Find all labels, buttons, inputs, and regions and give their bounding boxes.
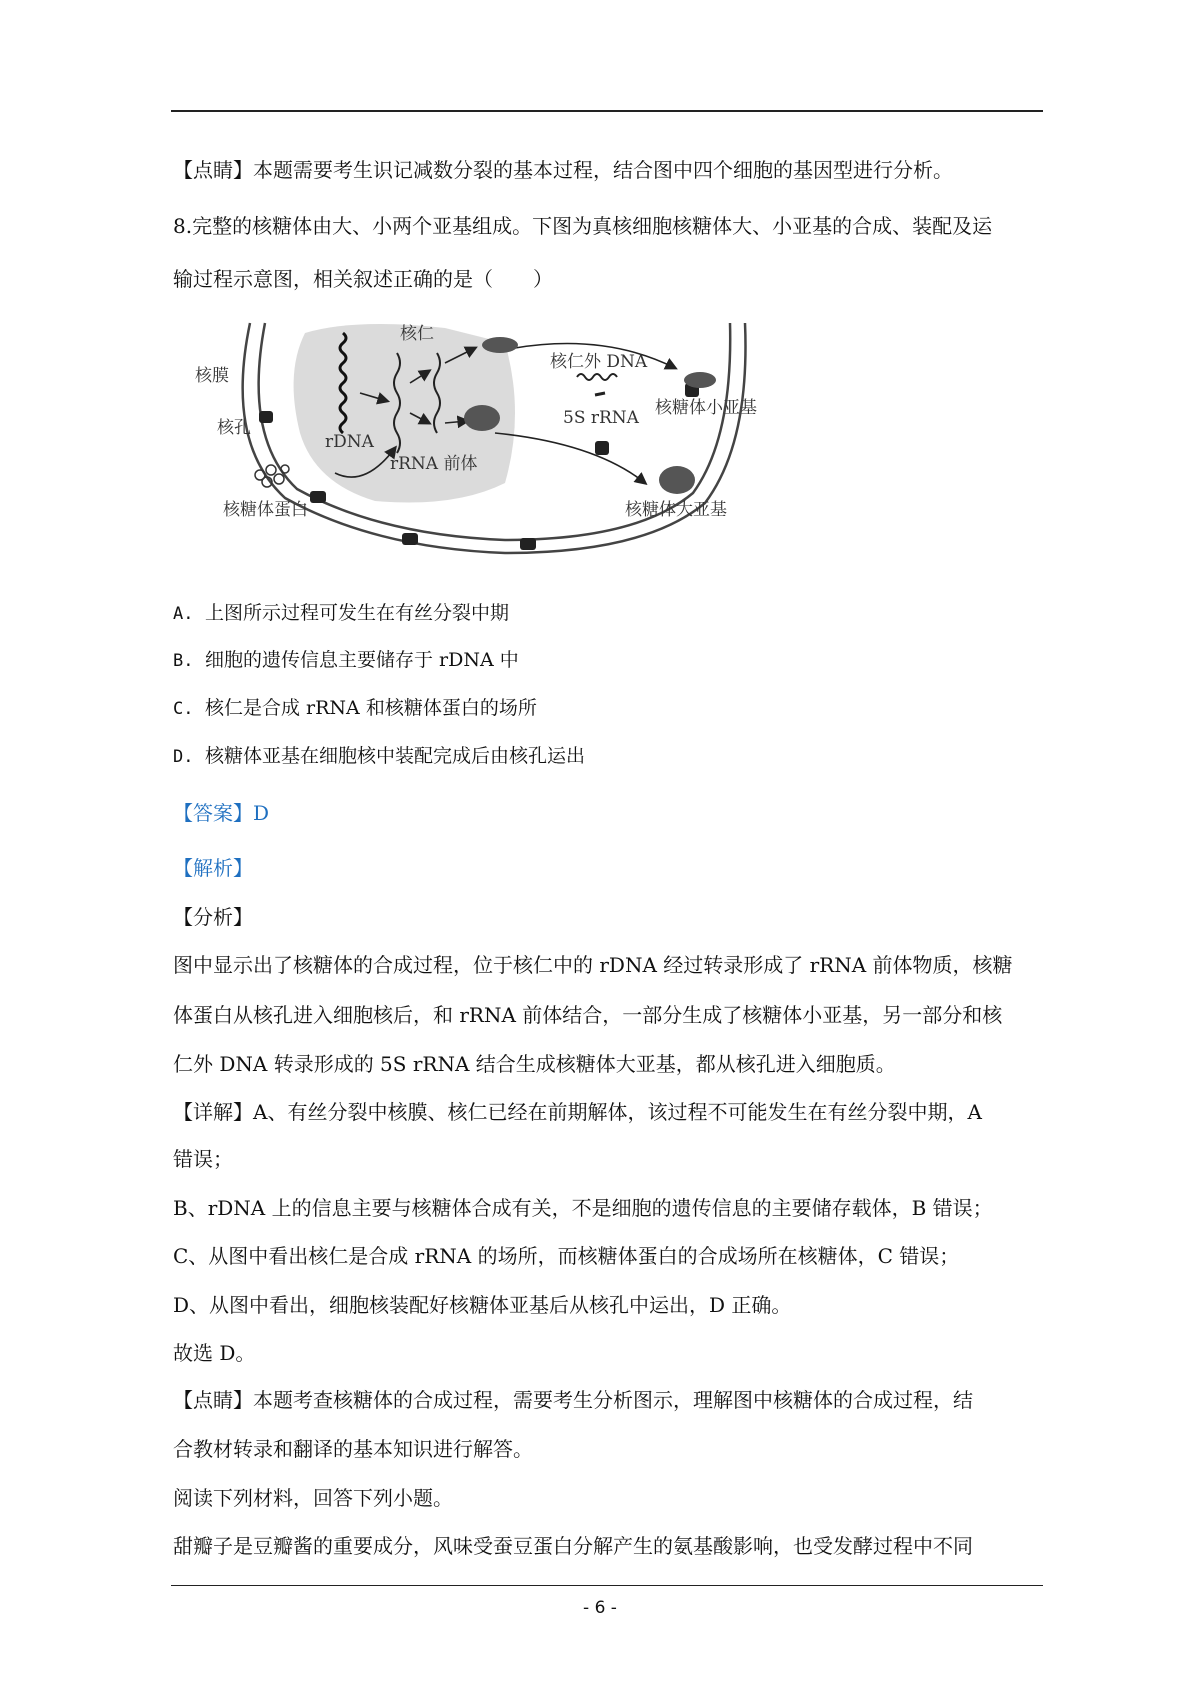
- detail-line-4: C、从图中看出核仁是合成 rRNA 的场所，而核糖体蛋白的合成场所在核糖体，C 错误；: [173, 1244, 960, 1268]
- question-stem-line-1: 8.完整的核糖体由大、小两个亚基组成。下图为真核细胞核糖体大、小亚基的合成、装配及运: [173, 214, 993, 238]
- option-b-text: 细胞的遗传信息主要储存于 rDNA 中: [205, 649, 519, 671]
- label-nuclear-envelope: 核膜: [195, 366, 229, 386]
- analysis-label: 【分析】: [173, 905, 253, 929]
- explanation-label: 【解析】: [173, 856, 253, 880]
- analysis-line-1: 图中显示出了核糖体的合成过程，位于核仁中的 rDNA 经过转录形成了 rRNA 前体物质，核糖: [173, 953, 1013, 977]
- option-b: [173, 645, 519, 676]
- label-nucleolus: 核仁: [400, 324, 434, 344]
- answer-label: 【答案】: [173, 801, 253, 825]
- reading-line-2: 甜瓣子是豆瓣酱的重要成分，风味受蚕豆蛋白分解产生的氨基酸影响，也受发酵过程中不同: [173, 1534, 973, 1558]
- label-5s-rrna: 5S rRNA: [563, 408, 639, 428]
- option-d: [173, 741, 585, 772]
- label-extranucleolar-dna: 核仁外 DNA: [550, 352, 648, 372]
- label-small-subunit: 核糖体小亚基: [655, 398, 757, 418]
- option-c-text: 核仁是合成 rRNA 和核糖体蛋白的场所: [205, 697, 537, 719]
- analysis-line-3: 仁外 DNA 转录形成的 5S rRNA 结合生成核糖体大亚基，都从核孔进入细胞质。: [173, 1052, 896, 1076]
- large-subunit-in-nucleolus: [464, 405, 500, 431]
- option-c-letter: C.: [173, 699, 194, 719]
- label-ribosomal-protein: 核糖体蛋白: [223, 500, 308, 520]
- detail-line-1: 【详解】A、有丝分裂中核膜、核仁已经在前期解体，该过程不可能发生在有丝分裂中期，A: [173, 1100, 982, 1124]
- answer-line: [173, 798, 269, 828]
- option-d-letter: D.: [173, 747, 194, 767]
- footer-rule: [171, 1585, 1043, 1586]
- page-number: - 6 -: [583, 1598, 617, 1618]
- option-a-letter: A.: [173, 604, 194, 624]
- option-b-letter: B.: [173, 651, 194, 671]
- option-c: [173, 693, 537, 724]
- detail-line-3: B、rDNA 上的信息主要与核糖体合成有关，不是细胞的遗传信息的主要储存载体，B 错误；: [173, 1196, 993, 1220]
- detail-line-2: 错误；: [173, 1147, 233, 1171]
- header-rule: [171, 110, 1043, 112]
- question-stem-line-2: 输过程示意图，相关叙述正确的是（ ）: [173, 267, 553, 291]
- detail-line-5: D、从图中看出，细胞核装配好核糖体亚基后从核孔中运出，D 正确。: [173, 1293, 792, 1317]
- ribosome-synthesis-figure: [195, 323, 805, 568]
- intro-note: 【点睛】本题需要考生识记减数分裂的基本过程，结合图中四个细胞的基因型进行分析。: [173, 158, 953, 182]
- large-subunit-cytoplasm: [659, 466, 695, 494]
- answer-value: D: [253, 801, 270, 825]
- dianjing-line-2: 合教材转录和翻译的基本知识进行解答。: [173, 1437, 533, 1461]
- label-large-subunit: 核糖体大亚基: [625, 500, 727, 520]
- small-subunit-cytoplasm: [684, 372, 716, 388]
- small-subunit-in-nucleolus: [482, 337, 518, 353]
- label-rrna-precursor: rRNA 前体: [390, 454, 478, 474]
- option-d-text: 核糖体亚基在细胞核中装配完成后由核孔运出: [205, 745, 586, 767]
- extranucleolar-dna: [577, 374, 617, 380]
- label-rdna: rDNA: [325, 432, 374, 452]
- dianjing-line-1: 【点睛】本题考查核糖体的合成过程，需要考生分析图示，理解图中核糖体的合成过程，结: [173, 1388, 973, 1412]
- rrna-5s-mark: [595, 393, 605, 395]
- option-a: [173, 598, 509, 629]
- option-a-text: 上图所示过程可发生在有丝分裂中期: [205, 602, 510, 624]
- analysis-line-2: 体蛋白从核孔进入细胞核后，和 rRNA 前体结合，一部分生成了核糖体小亚基，另一部分和核: [173, 1003, 1003, 1027]
- detail-line-6: 故选 D。: [173, 1341, 256, 1365]
- reading-line-1: 阅读下列材料，回答下列小题。: [173, 1486, 453, 1510]
- label-nuclear-pore: 核孔: [217, 418, 251, 438]
